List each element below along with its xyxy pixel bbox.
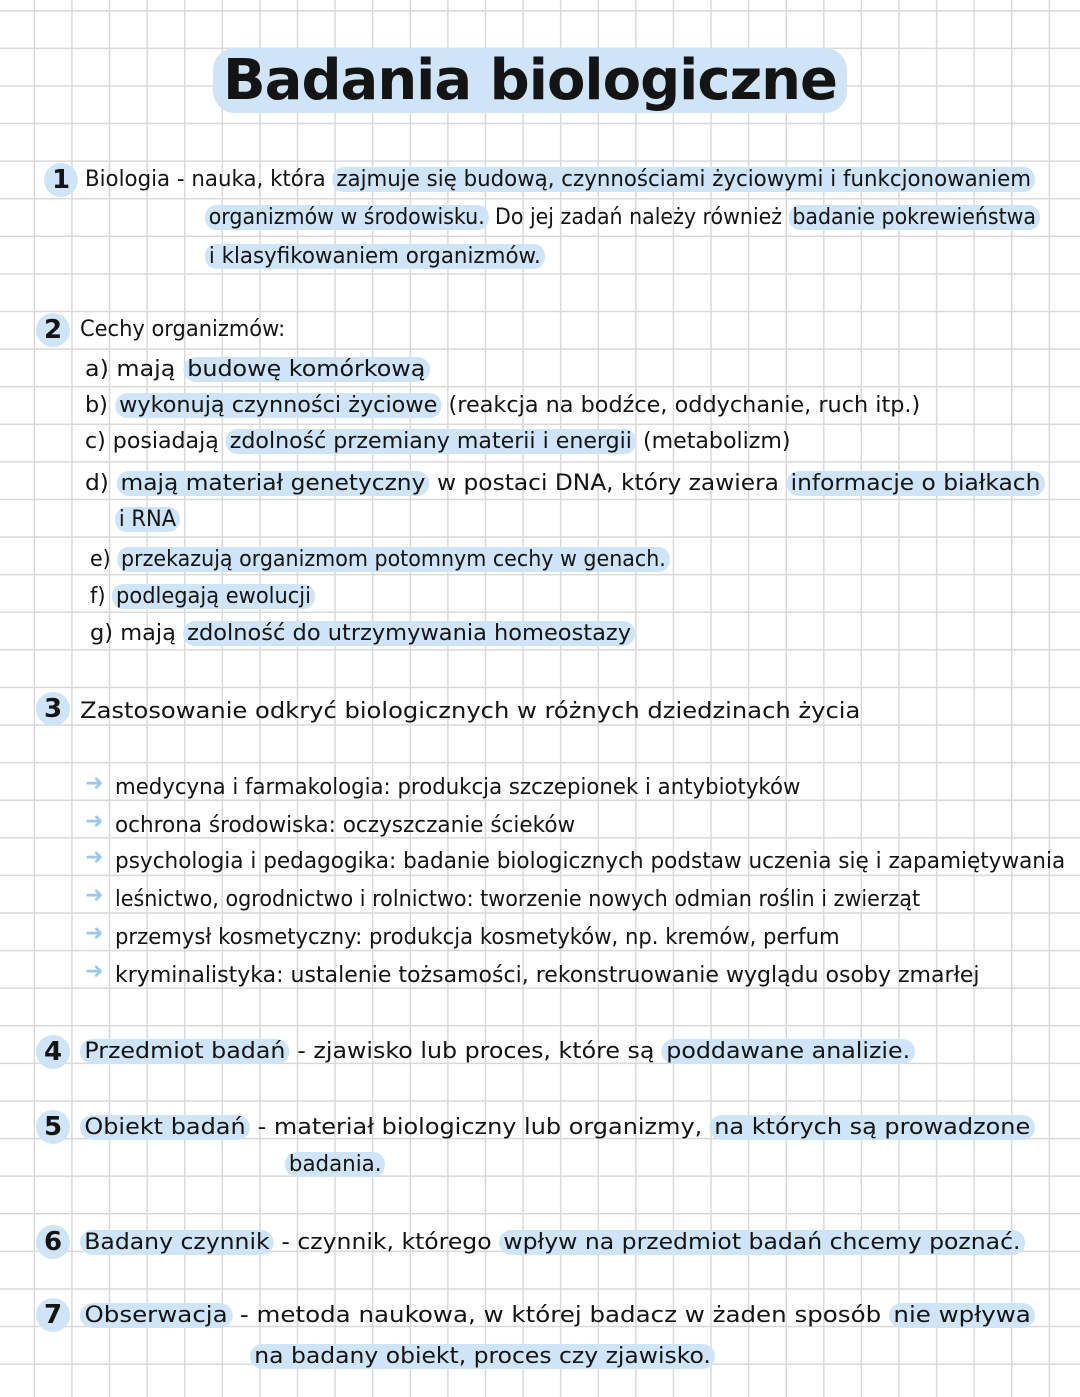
highlighted-text: informacje o białkach (786, 471, 1044, 496)
note-line (205, 203, 1040, 233)
note-line (90, 582, 315, 612)
highlighted-text: na badany obiekt, proces czy zjawisko. (250, 1344, 715, 1369)
note-text: psychologia i pedagogika: badanie biologicznych podstaw uczenia się i zapamiętywania (115, 849, 1066, 874)
highlighted-text: Obiekt badań (80, 1115, 250, 1140)
note-text: g) mają (90, 621, 184, 646)
note-line (115, 773, 800, 803)
note-line (80, 697, 860, 727)
note-line (285, 1150, 385, 1180)
note-text: (reakcja na bodźce, oddychanie, ruch itp.) (441, 393, 921, 418)
note-line (80, 1113, 1035, 1143)
arrow-bullet-icon: ➜ (85, 771, 104, 796)
note-text: - materiał biologiczny lub organizmy, (250, 1115, 710, 1140)
section-number: 4 (36, 1035, 70, 1069)
note-line (90, 619, 635, 649)
note-line (80, 1037, 914, 1067)
arrow-bullet-icon: ➜ (85, 921, 104, 946)
highlighted-text: Obserwacja (80, 1303, 232, 1328)
note-text: c) posiadają (85, 429, 226, 454)
note-text: Zastosowanie odkryć biologicznych w różnych dziedzinach życia (80, 699, 861, 724)
highlighted-text: badanie pokrewieństwa (789, 205, 1040, 230)
note-text: medycyna i farmakologia: produkcja szczepionek i antybiotyków (115, 775, 801, 800)
note-text: (metabolizm) (635, 429, 791, 454)
highlighted-text: wpływ na przedmiot badań chcemy poznać. (499, 1230, 1025, 1255)
note-text: w postaci DNA, który zawiera (429, 471, 787, 496)
section-number: 2 (36, 313, 70, 347)
note-text: Cechy organizmów: (80, 317, 286, 342)
arrow-bullet-icon: ➜ (85, 959, 104, 984)
section-number: 7 (36, 1298, 70, 1332)
note-text: - zjawisko lub proces, które są (289, 1039, 662, 1064)
highlighted-text: wykonują czynności życiowe (115, 393, 441, 418)
note-text: - czynnik, którego (273, 1230, 500, 1255)
highlighted-text: mają materiał genetyczny (116, 471, 429, 496)
page-title (0, 48, 1060, 113)
section-number: 1 (44, 163, 78, 197)
note-text: przemysł kosmetyczny: produkcja kosmetyków, np. kremów, perfum (115, 925, 840, 950)
note-line (80, 1228, 1025, 1258)
note-text: e) (90, 547, 118, 572)
note-line (115, 961, 979, 991)
highlighted-text: na których są prowadzone (710, 1115, 1035, 1140)
note-text: f) (90, 584, 113, 609)
note-text: a) mają (85, 357, 183, 382)
note-text: d) (85, 471, 117, 496)
highlighted-text: organizmów w środowisku. (205, 205, 488, 230)
note-line (80, 1301, 1035, 1331)
note-line (205, 242, 545, 272)
section-number: 3 (36, 692, 70, 726)
note-text: b) (85, 393, 116, 418)
arrow-bullet-icon: ➜ (85, 883, 104, 908)
highlighted-text: zdolność do utrzymywania homeostazy (183, 621, 635, 646)
arrow-bullet-icon: ➜ (85, 845, 104, 870)
highlighted-text: poddawane analizie. (662, 1039, 915, 1064)
note-line (85, 355, 430, 385)
note-text: Biologia - nauka, która (85, 167, 333, 192)
section-number: 5 (36, 1110, 70, 1144)
highlighted-text: budowę komórkową (183, 357, 430, 382)
highlighted-text: Badany czynnik (80, 1230, 274, 1255)
note-text: kryminalistyka: ustalenie tożsamości, rekonstruowanie wyglądu osoby zmarłej (115, 963, 980, 988)
section-number: 6 (36, 1225, 70, 1259)
highlighted-text: badania. (285, 1152, 385, 1177)
note-line (85, 165, 1035, 195)
note-line (90, 545, 670, 575)
page-title-text: Badania biologiczne (213, 48, 847, 113)
highlighted-text: podlegają ewolucji (112, 584, 315, 609)
note-line (85, 469, 1045, 499)
note-line (115, 885, 920, 915)
note-line (85, 391, 920, 421)
note-line (250, 1342, 715, 1372)
note-line (80, 315, 285, 345)
highlighted-text: zajmuje się budową, czynnościami życiowymi i funkcjonowaniem (332, 167, 1034, 192)
note-line (115, 505, 180, 535)
highlighted-text: Przedmiot badań (80, 1039, 290, 1064)
highlighted-text: i RNA (115, 507, 180, 532)
note-text: leśnictwo, ogrodnictwo i rolnictwo: tworzenie nowych odmian roślin i zwierząt (115, 887, 921, 912)
note-line (115, 923, 840, 953)
arrow-bullet-icon: ➜ (85, 809, 104, 834)
highlighted-text: zdolność przemiany materii i energii (226, 429, 636, 454)
highlighted-text: przekazują organizmom potomnym cechy w genach. (117, 547, 669, 572)
note-text: ochrona środowiska: oczyszczanie ścieków (115, 813, 576, 838)
highlighted-text: nie wpływa (889, 1303, 1035, 1328)
note-text: - metoda naukowa, w której badacz w żaden sposób (232, 1303, 889, 1328)
highlighted-text: i klasyfikowaniem organizmów. (205, 244, 545, 269)
note-text: Do jej zadań należy również (488, 205, 789, 230)
note-line (85, 427, 790, 457)
note-line (115, 847, 1065, 877)
note-line (115, 811, 575, 841)
